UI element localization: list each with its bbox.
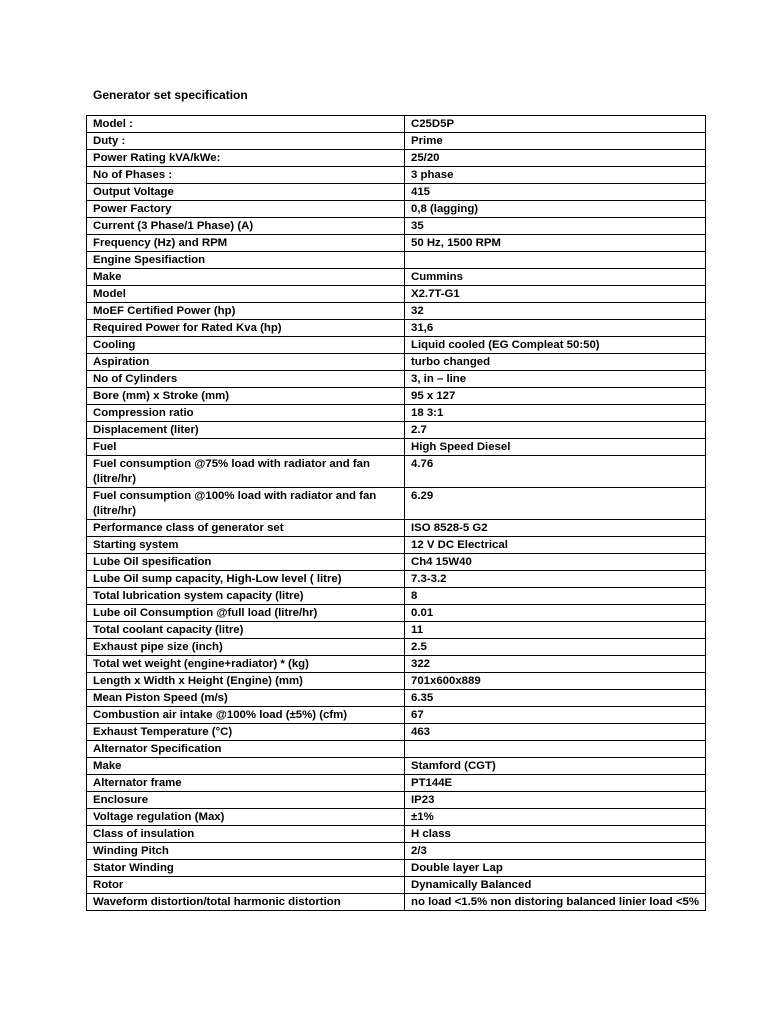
parameter-cell: Required Power for Rated Kva (hp) (87, 320, 405, 337)
parameter-cell: Voltage regulation (Max) (87, 809, 405, 826)
parameter-cell: Lube oil Consumption @full load (litre/hr) (87, 605, 405, 622)
value-cell: Stamford (CGT) (405, 758, 706, 775)
value-cell: X2.7T-G1 (405, 286, 706, 303)
parameter-cell: Stator Winding (87, 860, 405, 877)
table-row (87, 554, 706, 571)
table-row (87, 588, 706, 605)
value-cell: 25/20 (405, 150, 706, 167)
parameter-cell: Make (87, 758, 405, 775)
parameter-cell: Current (3 Phase/1 Phase) (A) (87, 218, 405, 235)
parameter-cell: Frequency (Hz) and RPM (87, 235, 405, 252)
table-row (87, 690, 706, 707)
table-row (87, 894, 706, 911)
value-cell: Cummins (405, 269, 706, 286)
parameter-cell: Alternator Specification (87, 741, 405, 758)
parameter-cell: Power Factory (87, 201, 405, 218)
parameter-cell: Alternator frame (87, 775, 405, 792)
value-cell: 32 (405, 303, 706, 320)
table-row (87, 405, 706, 422)
value-cell: 11 (405, 622, 706, 639)
parameter-cell: Lube Oil sump capacity, High-Low level ( litre) (87, 571, 405, 588)
table-row (87, 320, 706, 337)
table-row (87, 439, 706, 456)
value-cell: 2/3 (405, 843, 706, 860)
parameter-cell: Waveform distortion/total harmonic distortion (87, 894, 405, 911)
parameter-cell: Total lubrication system capacity (litre) (87, 588, 405, 605)
table-row (87, 422, 706, 439)
table-row (87, 639, 706, 656)
value-cell: 35 (405, 218, 706, 235)
value-cell: ISO 8528-5 G2 (405, 520, 706, 537)
value-cell: Liquid cooled (EG Compleat 50:50) (405, 337, 706, 354)
value-cell: 3, in – line (405, 371, 706, 388)
value-cell: 322 (405, 656, 706, 673)
value-cell: 701x600x889 (405, 673, 706, 690)
table-row (87, 724, 706, 741)
table-row (87, 303, 706, 320)
table-row (87, 116, 706, 133)
value-cell (405, 252, 706, 269)
value-cell: Ch4 15W40 (405, 554, 706, 571)
parameter-cell: Starting system (87, 537, 405, 554)
table-row (87, 571, 706, 588)
value-cell: 6.29 (405, 488, 706, 520)
value-cell: Double layer Lap (405, 860, 706, 877)
table-row (87, 758, 706, 775)
value-cell: IP23 (405, 792, 706, 809)
table-row (87, 133, 706, 150)
table-row (87, 605, 706, 622)
parameter-cell: Model (87, 286, 405, 303)
table-row (87, 269, 706, 286)
table-row (87, 235, 706, 252)
parameter-cell: Power Rating kVA/kWe: (87, 150, 405, 167)
parameter-cell: Performance class of generator set (87, 520, 405, 537)
parameter-cell: Enclosure (87, 792, 405, 809)
value-cell: ±1% (405, 809, 706, 826)
value-cell: 0,8 (lagging) (405, 201, 706, 218)
table-row (87, 792, 706, 809)
table-row (87, 218, 706, 235)
specification-table (86, 115, 706, 911)
parameter-cell: Fuel (87, 439, 405, 456)
table-row (87, 150, 706, 167)
parameter-cell: Aspiration (87, 354, 405, 371)
parameter-cell: Model : (87, 116, 405, 133)
parameter-cell: Class of insulation (87, 826, 405, 843)
table-row (87, 167, 706, 184)
parameter-cell: Engine Spesifiaction (87, 252, 405, 269)
parameter-cell: Rotor (87, 877, 405, 894)
value-cell: 31,6 (405, 320, 706, 337)
parameter-cell: Length x Width x Height (Engine) (mm) (87, 673, 405, 690)
value-cell: 6.35 (405, 690, 706, 707)
table-row (87, 354, 706, 371)
table-row (87, 775, 706, 792)
specification-table-body (87, 116, 706, 911)
value-cell: 3 phase (405, 167, 706, 184)
table-row (87, 456, 706, 488)
value-cell: PT144E (405, 775, 706, 792)
value-cell: no load <1.5% non distoring balanced linier load <5% (405, 894, 706, 911)
parameter-cell: Make (87, 269, 405, 286)
table-row (87, 622, 706, 639)
value-cell: High Speed Diesel (405, 439, 706, 456)
value-cell: C25D5P (405, 116, 706, 133)
parameter-cell: Exhaust pipe size (inch) (87, 639, 405, 656)
parameter-cell: Total coolant capacity (litre) (87, 622, 405, 639)
table-row (87, 286, 706, 303)
table-row (87, 877, 706, 894)
table-row (87, 673, 706, 690)
table-row (87, 537, 706, 554)
value-cell: H class (405, 826, 706, 843)
table-row (87, 520, 706, 537)
value-cell: 12 V DC Electrical (405, 537, 706, 554)
table-row (87, 860, 706, 877)
value-cell: Prime (405, 133, 706, 150)
table-row (87, 252, 706, 269)
value-cell: 95 x 127 (405, 388, 706, 405)
parameter-cell: Exhaust Temperature (°C) (87, 724, 405, 741)
table-row (87, 826, 706, 843)
parameter-cell: Cooling (87, 337, 405, 354)
value-cell: 8 (405, 588, 706, 605)
parameter-cell: Compression ratio (87, 405, 405, 422)
value-cell: 463 (405, 724, 706, 741)
parameter-cell: Fuel consumption @75% load with radiator and fan (litre/hr) (87, 456, 405, 488)
table-row (87, 201, 706, 218)
parameter-cell: Mean Piston Speed (m/s) (87, 690, 405, 707)
value-cell: 18 3:1 (405, 405, 706, 422)
parameter-cell: Displacement (liter) (87, 422, 405, 439)
table-row (87, 337, 706, 354)
table-row (87, 488, 706, 520)
value-cell: turbo changed (405, 354, 706, 371)
value-cell: 2.5 (405, 639, 706, 656)
table-row (87, 809, 706, 826)
value-cell: 2.7 (405, 422, 706, 439)
parameter-cell: Duty : (87, 133, 405, 150)
parameter-cell: No of Phases : (87, 167, 405, 184)
parameter-cell: Fuel consumption @100% load with radiator and fan (litre/hr) (87, 488, 405, 520)
value-cell: Dynamically Balanced (405, 877, 706, 894)
parameter-cell: Bore (mm) x Stroke (mm) (87, 388, 405, 405)
table-row (87, 184, 706, 201)
value-cell: 7.3-3.2 (405, 571, 706, 588)
value-cell: 50 Hz, 1500 RPM (405, 235, 706, 252)
value-cell: 0.01 (405, 605, 706, 622)
value-cell: 4.76 (405, 456, 706, 488)
parameter-cell: Combustion air intake @100% load (±5%) (cfm) (87, 707, 405, 724)
parameter-cell: MoEF Certified Power (hp) (87, 303, 405, 320)
table-row (87, 388, 706, 405)
document-title: Generator set specification (93, 88, 248, 102)
table-row (87, 741, 706, 758)
parameter-cell: Output Voltage (87, 184, 405, 201)
table-row (87, 656, 706, 673)
table-row (87, 371, 706, 388)
table-row (87, 707, 706, 724)
parameter-cell: No of Cylinders (87, 371, 405, 388)
parameter-cell: Total wet weight (engine+radiator) * (kg) (87, 656, 405, 673)
value-cell: 415 (405, 184, 706, 201)
parameter-cell: Winding Pitch (87, 843, 405, 860)
value-cell (405, 741, 706, 758)
value-cell: 67 (405, 707, 706, 724)
parameter-cell: Lube Oil spesification (87, 554, 405, 571)
table-row (87, 843, 706, 860)
